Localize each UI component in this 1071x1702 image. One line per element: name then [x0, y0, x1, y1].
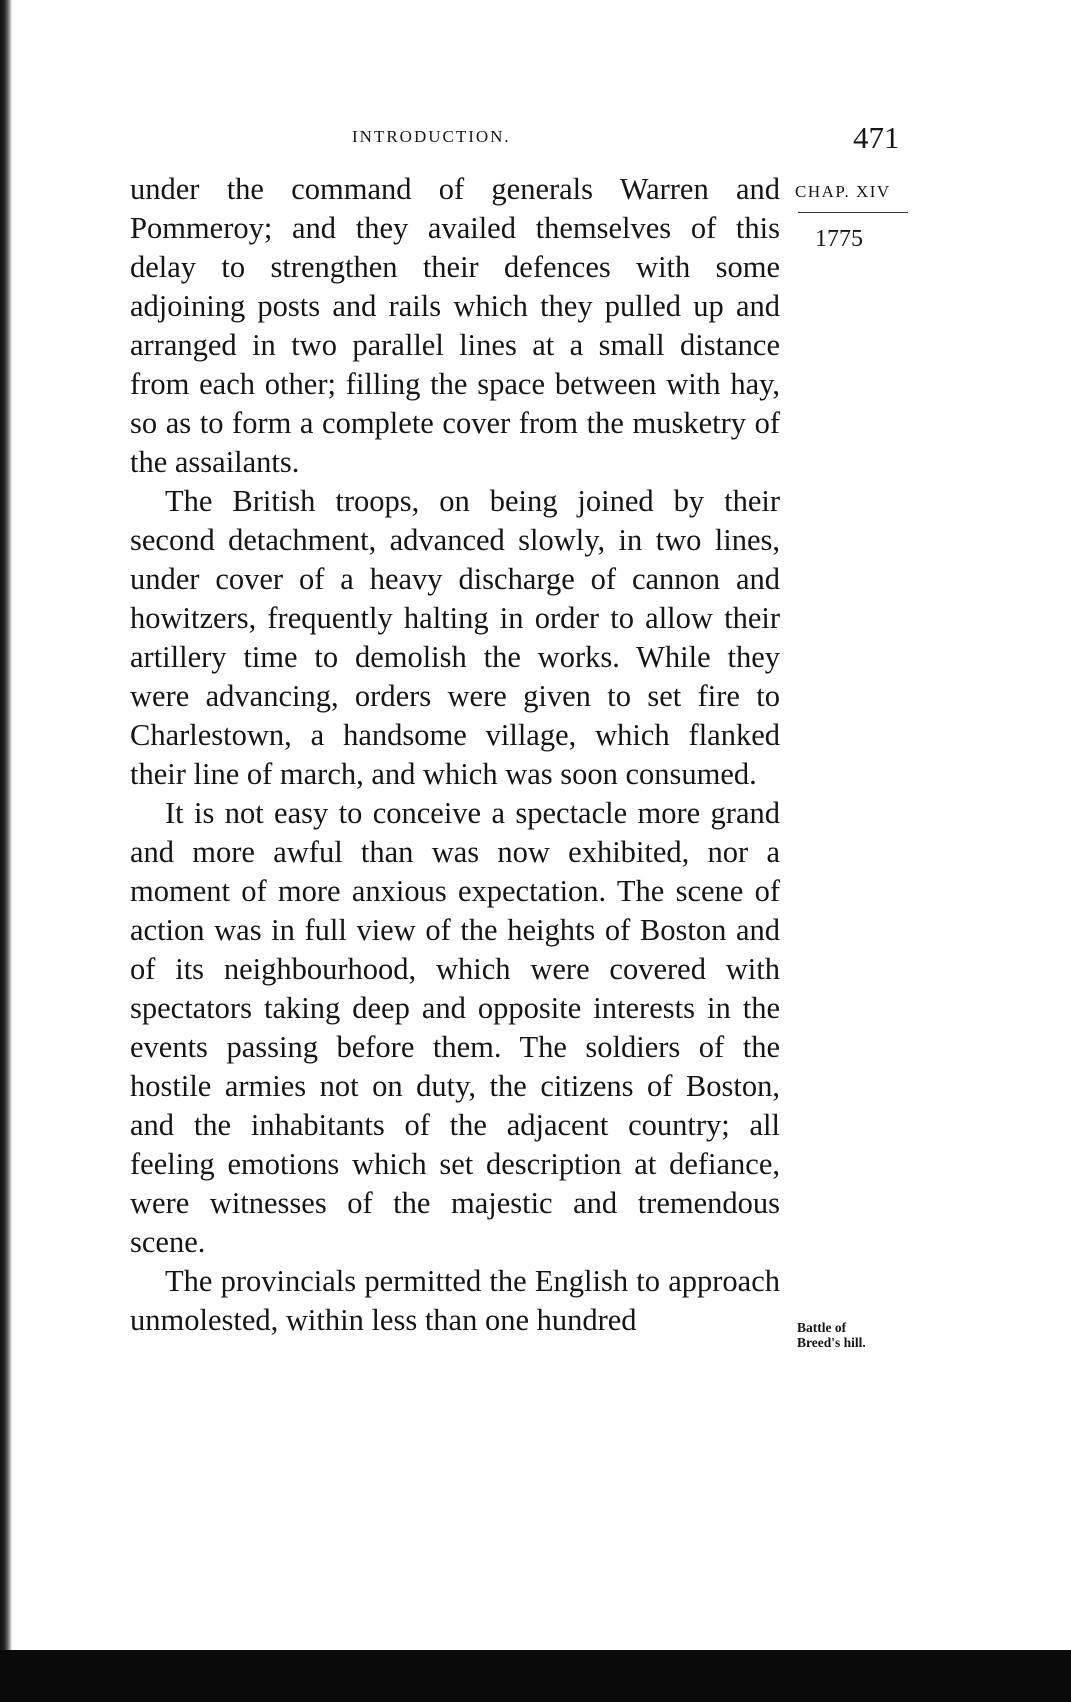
running-head: INTRODUCTION.	[352, 127, 511, 146]
paragraph: The British troops, on being joined by their second detachment, advanced slowly, in two lines, under cover of a heavy discharge of cannon and howitzers, frequently halting in order to allow their artillery time to demolish the works. While they were advancing, orders were given to set fire to Charlestown, a handsome village, which flanked their line of march, and which was soon consumed.	[130, 484, 780, 791]
margin-chapter: CHAP. XIV	[795, 182, 891, 201]
bottom-edge	[0, 1650, 1071, 1702]
margin-note-line: Breed's hill.	[797, 1335, 866, 1350]
paragraph: The provincials permitted the English to approach unmolested, within less than one hundred	[130, 1264, 780, 1337]
margin-rule	[798, 212, 908, 213]
paragraph: It is not easy to conceive a spectacle more grand and more awful than was now exhibited, nor a moment of more anxious expectation. The scene of action was in full view of the heights of Boston and of its neighbourhood, which were covered with spectators taking deep and opposite interests in the events passing before them. The soldiers of the hostile armies not on duty, the citizens of Boston, and the inhabitants of the adjacent country; all feeling emotions which set description at defiance, were witnesses of the majestic and tremendous scene.	[130, 796, 780, 1259]
margin-note-line: Battle of	[797, 1320, 847, 1335]
margin-year: 1775	[815, 226, 863, 252]
page-number: 471	[853, 120, 900, 155]
body-text	[130, 170, 780, 1340]
paragraph: under the command of generals Warren and Pommeroy; and they availed themselves of this delay to strengthen their defences with some adjoining posts and rails which they pulled up and arranged in two parallel lines at a small distance from each other; filling the space between with hay, so as to form a complete cover from the musketry of the assailants.	[130, 172, 780, 479]
margin-note	[797, 1320, 866, 1350]
binding-edge	[0, 0, 12, 1702]
